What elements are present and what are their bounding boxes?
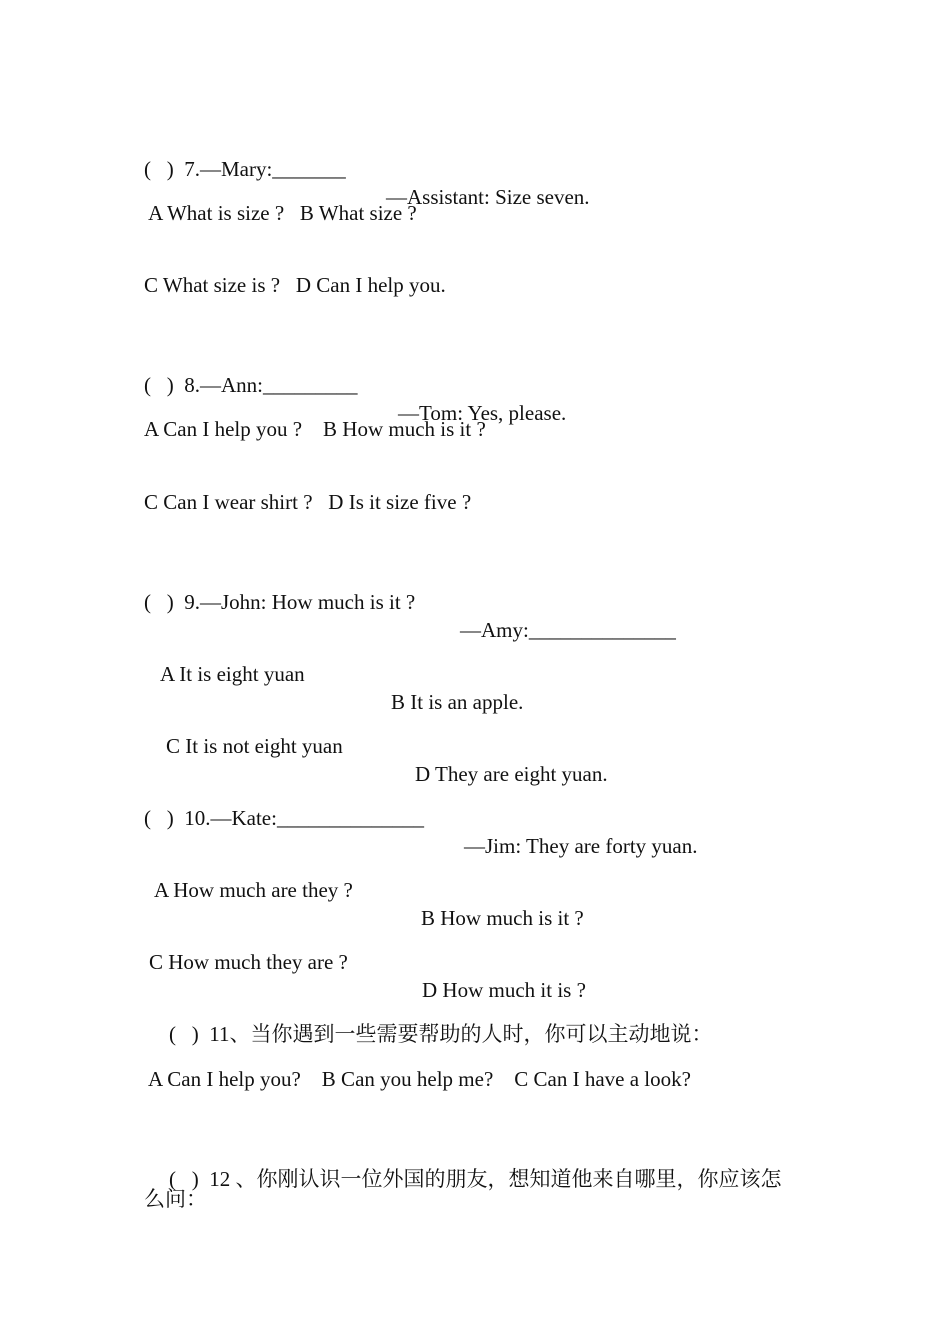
question-10-option-c: C How much they are ? — [149, 950, 348, 974]
question-11-stem — [148, 992, 712, 1076]
question-10-option-b: B How much is it ? — [421, 906, 584, 930]
question-11-options: A Can I help you? B Can you help me? C Can I have a look? — [148, 1067, 691, 1091]
question-11-number: ( ) 11、 — [169, 1022, 251, 1046]
question-8-options-cd: C Can I wear shirt ? D Is it size five ? — [144, 490, 472, 514]
question-7-options-ab: A What is size ? B What size ? — [144, 201, 417, 225]
question-12-stem — [148, 1137, 782, 1221]
question-7-stem-left: ( ) 7.—Mary:_______ — [144, 157, 346, 181]
question-7-stem-right: —Assistant: Size seven. — [386, 185, 590, 209]
question-10-stem-left: ( ) 10.—Kate:______________ — [144, 806, 424, 830]
question-12-prompt-line-1: 你刚认识一位外国的朋友，想知道他来自哪里，你应该怎 — [256, 1167, 782, 1191]
question-10-option-d: D How much it is ? — [422, 978, 586, 1002]
question-7-options-cd: C What size is ? D Can I help you. — [144, 273, 446, 297]
question-9-stem-left: ( ) 9.—John: How much is it ? — [144, 590, 416, 614]
question-9-option-d: D They are eight yuan. — [415, 762, 608, 786]
question-8-options-ab: A Can I help you ? B How much is it ? — [144, 417, 486, 441]
question-11-prompt: 当你遇到一些需要帮助的人时，你可以主动地说： — [250, 1022, 713, 1046]
question-8-stem-left: ( ) 8.—Ann:_________ — [144, 373, 358, 397]
question-12-prompt-line-2: 么问： — [144, 1187, 207, 1211]
question-9-option-a: A It is eight yuan — [160, 662, 305, 686]
question-8-stem-right: —Tom: Yes, please. — [398, 401, 567, 425]
question-10-stem-right: —Jim: They are forty yuan. — [464, 834, 698, 858]
question-10-option-a: A How much are they ? — [154, 878, 353, 902]
question-12-number: ( ) 12 、 — [169, 1167, 257, 1191]
question-9-option-b: B It is an apple. — [391, 690, 524, 714]
question-9-option-c: C It is not eight yuan — [166, 734, 343, 758]
question-9-stem-right: —Amy:______________ — [460, 618, 676, 642]
